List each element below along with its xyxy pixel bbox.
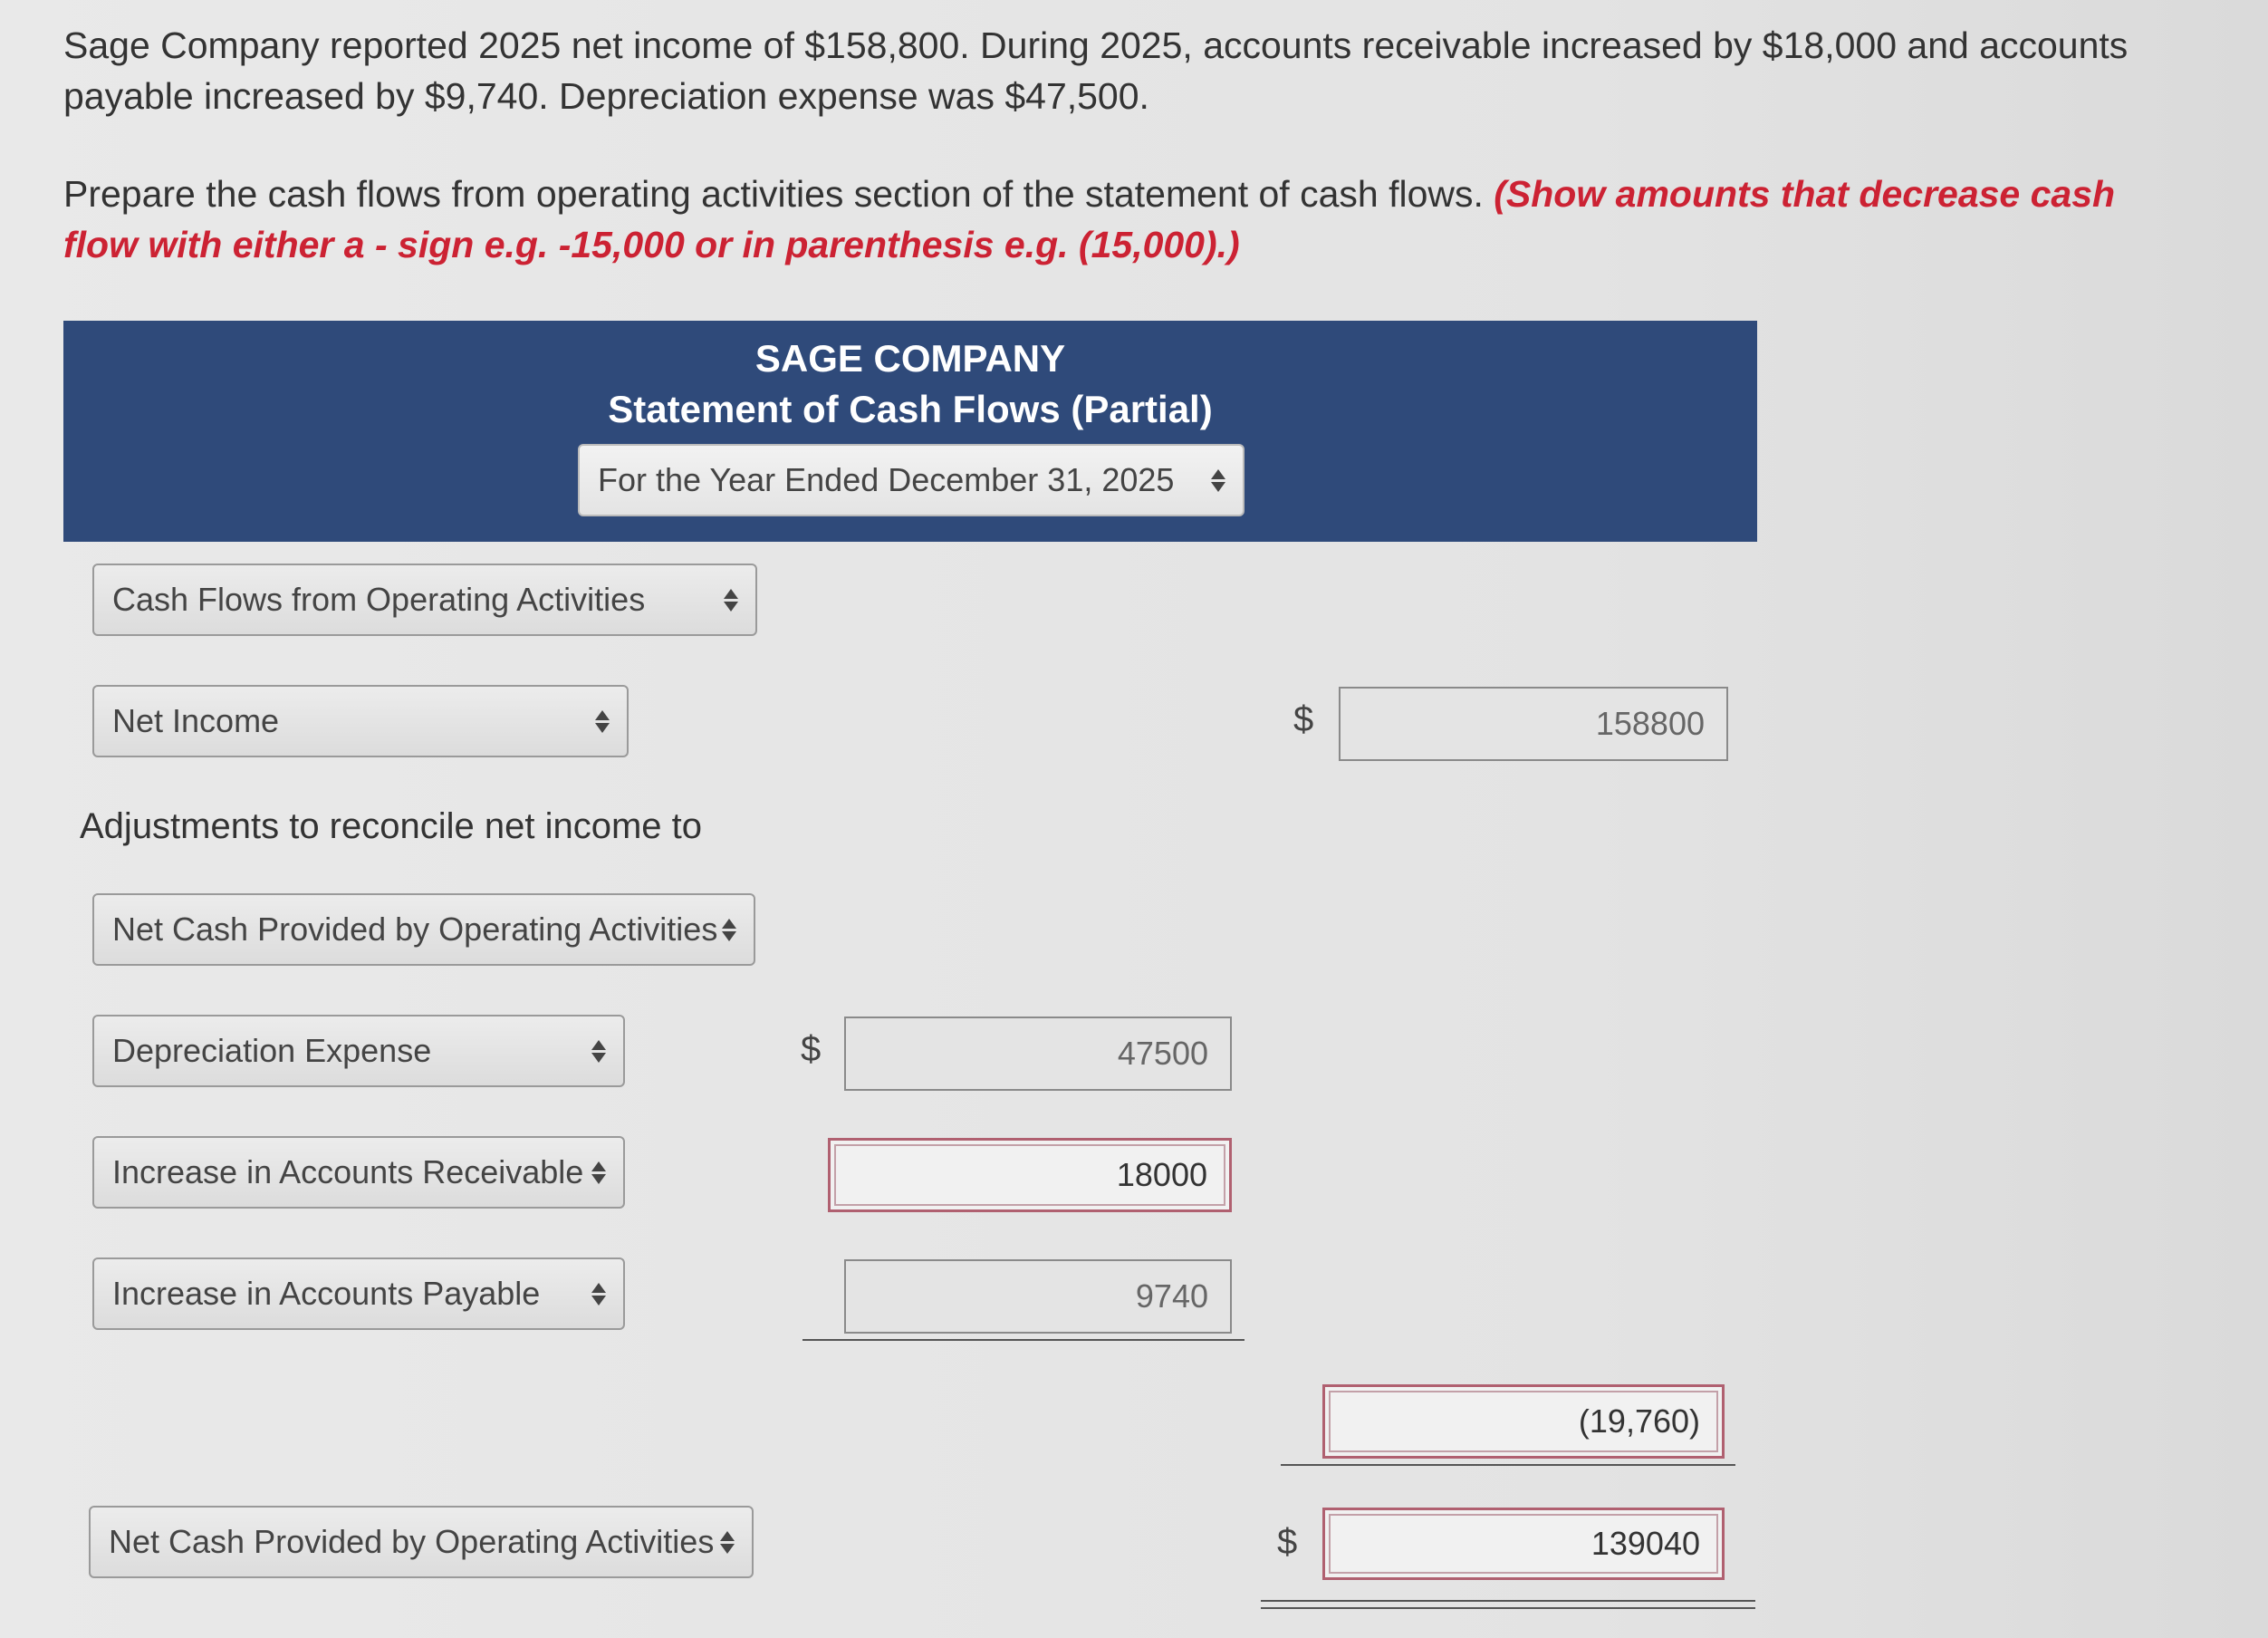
accounts-receivable-label: Increase in Accounts Receivable (112, 1153, 584, 1190)
select-arrows-icon (587, 1283, 610, 1306)
problem-statement: Sage Company reported 2025 net income of $158,800. During 2025, accounts receivable increased by $18,000 and accounts payable increased by $9,740. Depreciation expense was $47,500. (63, 24, 2129, 117)
depreciation-label: Depreciation Expense (112, 1032, 432, 1069)
instruction-emphasis: (Show amounts that decrease cash flow with either a - sign e.g. -15,000 or in parenthesis e.g. (15,000).) (63, 173, 2116, 265)
accounts-payable-amount-input[interactable]: 9740 (844, 1259, 1232, 1334)
period-select[interactable] (578, 444, 1245, 516)
instructions (63, 169, 2183, 270)
accounts-receivable-amount-input[interactable]: 18000 (828, 1138, 1232, 1212)
accounts-receivable-select[interactable] (92, 1136, 625, 1209)
net-cash-label: Net Cash Provided by Operating Activities (109, 1523, 715, 1560)
net-cash-select[interactable] (89, 1506, 754, 1578)
dollar-sign: $ (801, 1029, 822, 1069)
period-select-label: For the Year Ended December 31, 2025 (598, 461, 1175, 498)
select-arrows-icon (587, 1040, 610, 1063)
depreciation-select[interactable] (92, 1015, 625, 1087)
adjustments-select[interactable] (92, 893, 755, 966)
section-header-label: Cash Flows from Operating Activities (112, 581, 646, 618)
select-arrows-icon (1206, 469, 1230, 492)
net-cash-double-rule-bottom (1261, 1607, 1755, 1609)
total-adjustments-input[interactable]: (19,760) (1322, 1384, 1725, 1459)
select-arrows-icon (719, 589, 743, 612)
section-header-select[interactable] (92, 564, 757, 636)
depreciation-amount-input[interactable]: 47500 (844, 1017, 1232, 1091)
net-income-select[interactable] (92, 685, 629, 757)
select-arrows-icon (587, 1161, 610, 1184)
select-arrows-icon (591, 710, 614, 733)
net-cash-double-rule-top (1261, 1600, 1755, 1602)
dollar-sign: $ (1277, 1522, 1298, 1562)
net-income-amount-input[interactable]: 158800 (1339, 687, 1728, 761)
dollar-sign: $ (1293, 699, 1314, 739)
company-name: SAGE COMPANY (754, 337, 1066, 380)
total-adjustments-rule (1281, 1464, 1735, 1466)
net-cash-amount-input[interactable]: 139040 (1322, 1508, 1725, 1580)
net-income-label: Net Income (112, 702, 280, 739)
subtotal-rule (802, 1339, 1245, 1341)
adjustments-select-label: Net Cash Provided by Operating Activities (112, 911, 718, 948)
accounts-payable-select[interactable] (92, 1257, 625, 1330)
select-arrows-icon (716, 1531, 739, 1554)
select-arrows-icon (717, 919, 741, 941)
instruction-text: Prepare the cash flows from operating activities section of the statement of cash flows. (63, 173, 1494, 215)
statement-title: Statement of Cash Flows (Partial) (608, 388, 1213, 430)
accounts-payable-label: Increase in Accounts Payable (112, 1275, 541, 1312)
adjustments-label: Adjustments to reconcile net income to (80, 806, 703, 846)
